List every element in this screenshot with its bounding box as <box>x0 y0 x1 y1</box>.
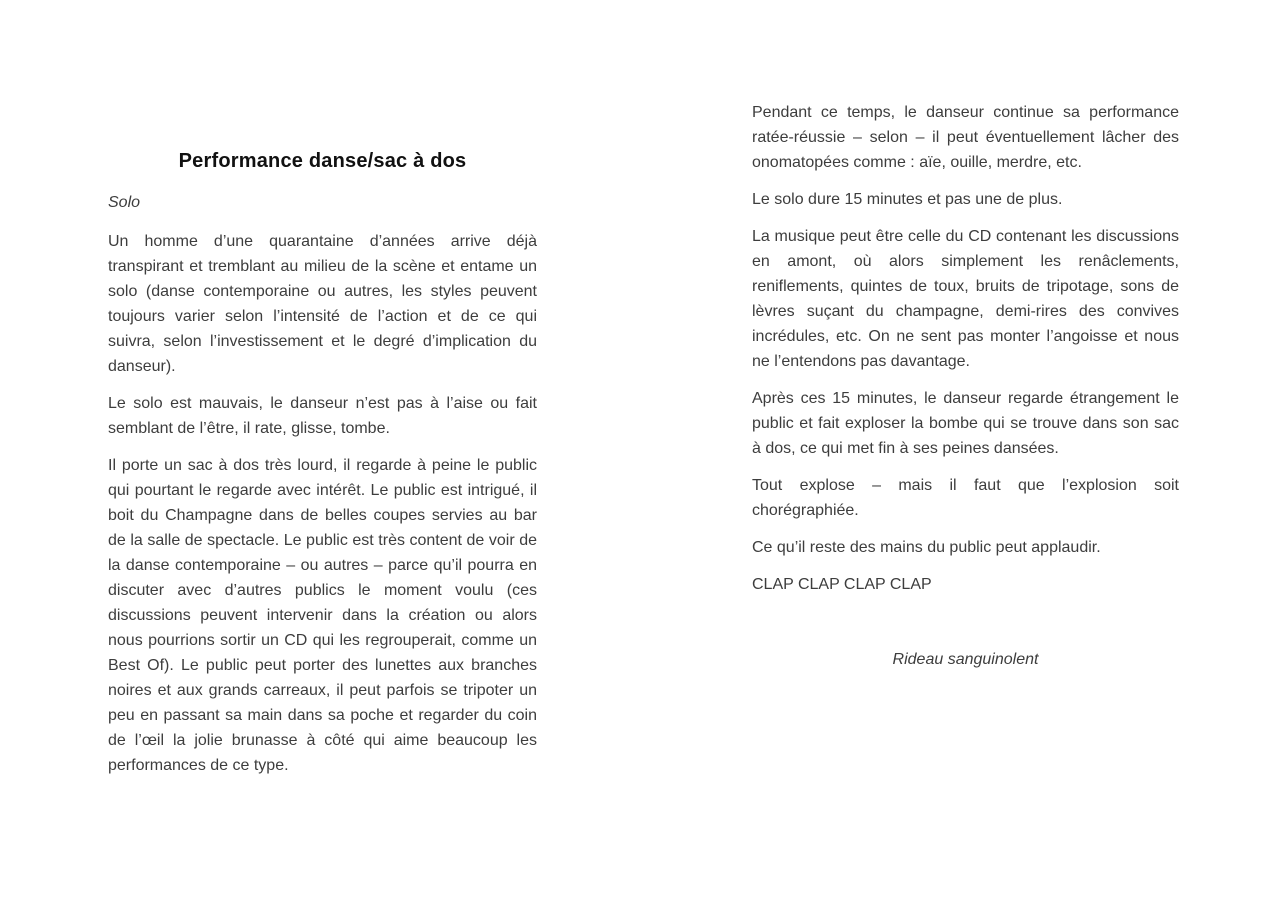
paragraph: Ce qu’il reste des mains du public peut applaudir. <box>752 539 1101 556</box>
paragraph: Tout explose – mais il faut que l’explosion soit chorégraphiée. <box>752 477 1179 519</box>
paragraph: Après ces 15 minutes, le danseur regarde étrangement le public et fait exploser la bombe qui se trouve dans son sac à dos, ce qui met fin à ses peines dansées. <box>752 390 1179 457</box>
subtitle-solo: Solo <box>108 194 141 211</box>
left-page <box>108 148 537 778</box>
right-page <box>752 100 1179 672</box>
paragraph: Un homme d’une quarantaine d’années arrive déjà transpirant et tremblant au milieu de la scène et entame un solo (danse contemporaine ou autres, les styles peuvent toujours varier selon l’intensité de l’action et de ce qui suivra, selon l’investissement et le degré d’implication du danseur). <box>108 233 537 375</box>
clap-line: CLAP CLAP CLAP CLAP <box>752 576 932 593</box>
paragraph: Pendant ce temps, le danseur continue sa performance ratée-réussie – selon – il peut éventuellement lâcher des onomatopées comme : aïe, ouille, merdre, etc. <box>752 104 1179 171</box>
paragraph: La musique peut être celle du CD contenant les discussions en amont, où alors simplement les renâclements, reniflements, quintes de toux, bruits de tripotage, sons de lèvres suçant du champagne, demi-rires des convives incrédules, etc. On ne sent pas monter l’angoisse et nous ne l’entendons pas davantage. <box>752 228 1179 370</box>
page-title: Performance danse/sac à dos <box>178 150 467 172</box>
closing-stage-direction: Rideau sanguinolent <box>892 651 1039 668</box>
paragraph: Le solo est mauvais, le danseur n’est pas à l’aise ou fait semblant de l’être, il rate, glisse, tombe. <box>108 395 537 437</box>
paragraph: Il porte un sac à dos très lourd, il regarde à peine le public qui pourtant le regarde avec intérêt. Le public est intrigué, il boit du Champagne dans de belles coupes servies au bar de la salle de spectacle. Le public est très content de voir de la danse contemporaine – ou autres – parce qu’il pourra en discuter avec d’autres publics le moment voulu (ces discussions peuvent intervenir dans la création ou alors nous pourrions sortir un CD qui les regrouperait, comme un Best Of). Le public peut porter des lunettes aux branches noires et aux grands carreaux, il peut parfois se tripoter un peu en passant sa main dans sa poche et regarder du coin de l’œil la jolie brunasse à côté qui aime beaucoup les performances de ce type. <box>108 457 537 774</box>
paragraph: Le solo dure 15 minutes et pas une de plus. <box>752 191 1063 208</box>
